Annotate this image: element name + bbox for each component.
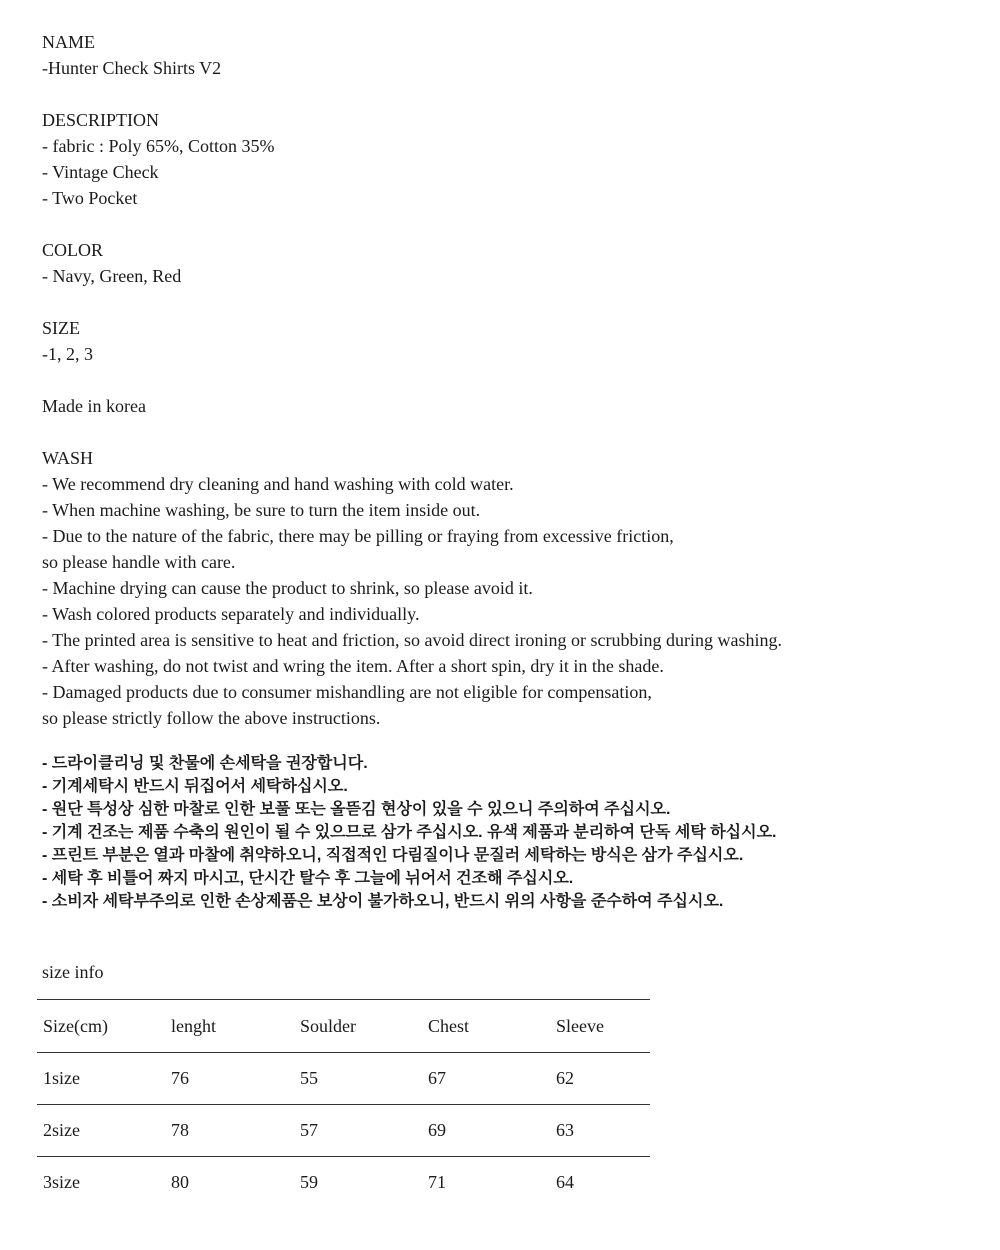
size-table-header-cell: Sleeve xyxy=(556,1015,604,1036)
size-table-header-cell: lenght xyxy=(171,1015,216,1036)
wash-instruction-en: - Wash colored products separately and individually. xyxy=(42,604,420,624)
wash-instruction-en: - When machine washing, be sure to turn the item inside out. xyxy=(42,500,481,520)
size-value: -1, 2, 3 xyxy=(42,344,93,364)
size-table-cell: 55 xyxy=(300,1068,318,1088)
size-table-row xyxy=(37,1157,650,1209)
size-table-header-row xyxy=(37,1000,650,1053)
size-label: SIZE xyxy=(42,318,80,338)
size-table-header-cell: Chest xyxy=(428,1015,470,1036)
size-info-title: size info xyxy=(42,962,104,982)
wash-instruction-en: so please strictly follow the above instructions. xyxy=(42,708,381,728)
color-label: COLOR xyxy=(42,240,104,260)
wash-instruction-ko: - 원단 특성상 심한 마찰로 인한 보풀 또는 올뜯김 현상이 있을 수 있으니 주의하여 주십시오. xyxy=(42,801,671,818)
wash-instruction-ko: - 소비자 세탁부주의로 인한 손상제품은 보상이 불가하오니, 반드시 위의 사항을 준수하여 주십시오. xyxy=(42,893,724,910)
spacer xyxy=(42,367,980,393)
spacer xyxy=(42,81,980,107)
wash-instruction-ko: - 기계 건조는 제품 수축의 원인이 될 수 있으므로 삼가 주십시오. 유색 제품과 분리하여 단독 세탁 하십시오. xyxy=(42,824,777,841)
size-table-cell: 1size xyxy=(43,1068,80,1088)
size-table-cell: 69 xyxy=(428,1120,446,1140)
size-table-cell: 78 xyxy=(171,1120,189,1140)
wash-instruction-en: - Machine drying can cause the product to shrink, so please avoid it. xyxy=(42,578,533,598)
size-table-cell: 59 xyxy=(300,1172,318,1193)
name-value: -Hunter Check Shirts V2 xyxy=(42,58,222,78)
size-table-header-cell: Soulder xyxy=(300,1015,356,1036)
origin-text: Made in korea xyxy=(42,396,146,416)
description-label: DESCRIPTION xyxy=(42,110,160,130)
size-table-cell: 57 xyxy=(300,1120,318,1140)
size-table xyxy=(37,999,650,1209)
size-table-row xyxy=(37,1053,650,1105)
wash-instruction-ko: - 프린트 부분은 열과 마찰에 취약하오니, 직접적인 다림질이나 문질러 세탁하는 방식은 삼가 주십시오. xyxy=(42,847,744,864)
size-table-row xyxy=(37,1105,650,1157)
description-item: - fabric : Poly 65%, Cotton 35% xyxy=(42,136,275,156)
spacer xyxy=(42,289,980,315)
wash-instruction-ko: - 기계세탁시 반드시 뒤집어서 세탁하십시오. xyxy=(42,778,348,795)
wash-instruction-en: - Damaged products due to consumer mishandling are not eligible for compensation, xyxy=(42,682,652,702)
spacer xyxy=(42,211,980,237)
spacer xyxy=(42,419,980,445)
size-table-cell: 71 xyxy=(428,1172,446,1193)
wash-instruction-en: - Due to the nature of the fabric, there may be pilling or fraying from excessive friction, xyxy=(42,526,674,546)
wash-instruction-en: so please handle with care. xyxy=(42,552,236,572)
size-table-cell: 3size xyxy=(43,1172,80,1193)
description-item: - Vintage Check xyxy=(42,162,159,182)
size-table-cell: 67 xyxy=(428,1068,446,1088)
name-label: NAME xyxy=(42,32,95,52)
product-info-block xyxy=(42,29,980,731)
wash-label: WASH xyxy=(42,448,94,468)
wash-instruction-en: - The printed area is sensitive to heat and friction, so avoid direct ironing or scrubbing during washing. xyxy=(42,630,782,650)
wash-instruction-ko: - 세탁 후 비틀어 짜지 마시고, 단시간 탈수 후 그늘에 뉘어서 건조해 주십시오. xyxy=(42,870,574,887)
size-table-cell: 80 xyxy=(171,1172,189,1193)
wash-instruction-ko: - 드라이클리닝 및 찬물에 손세탁을 권장합니다. xyxy=(42,755,368,772)
wash-instruction-en: - After washing, do not twist and wring the item. After a short spin, dry it in the shade. xyxy=(42,656,664,676)
size-table-cell: 76 xyxy=(171,1068,189,1088)
size-table-cell: 62 xyxy=(556,1068,574,1088)
size-table-header-cell: Size(cm) xyxy=(43,1015,108,1036)
color-value: - Navy, Green, Red xyxy=(42,266,182,286)
wash-instructions-korean-block xyxy=(42,752,980,913)
size-table-cell: 2size xyxy=(43,1120,80,1140)
size-table-cell: 64 xyxy=(556,1172,574,1193)
size-table-cell: 63 xyxy=(556,1120,574,1140)
wash-instruction-en: - We recommend dry cleaning and hand washing with cold water. xyxy=(42,474,514,494)
description-item: - Two Pocket xyxy=(42,188,138,208)
